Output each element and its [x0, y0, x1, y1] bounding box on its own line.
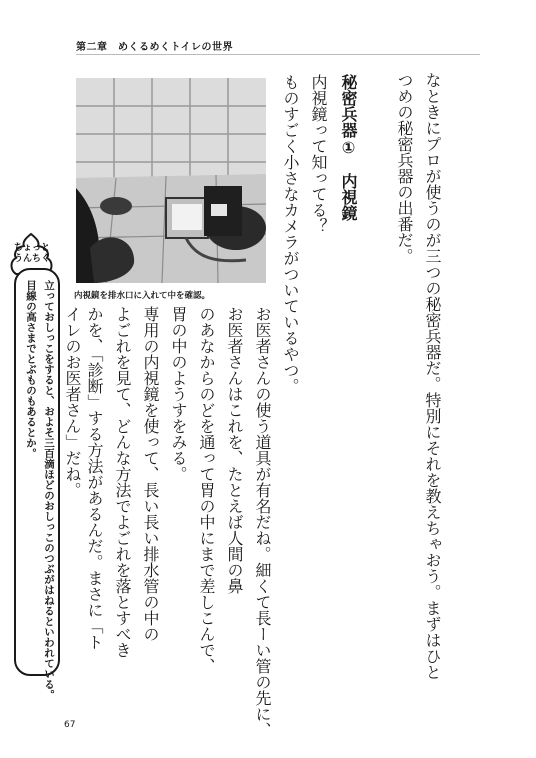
- body-column-2: つめの秘密兵器の出番だ。: [395, 72, 414, 264]
- body-column-5: お医者さんの使う道具が有名だね。細くて長ーい管の先に、: [253, 306, 272, 738]
- badge-line2: うんちく: [13, 254, 50, 264]
- body-column-7: のあなからのどを通って胃の中にまで差しこんで、: [197, 306, 216, 674]
- body-column-3: 内視鏡って知ってる？: [309, 74, 328, 234]
- running-header: [76, 38, 480, 53]
- body-column-6: お医者さんはこれを、たとえば人間の鼻: [225, 306, 244, 594]
- trivia-note-box: [14, 268, 60, 700]
- chottounchiku-badge: [12, 243, 52, 265]
- body-column-11: かを、「診断」する方法があるんだ。まさに「ト: [85, 306, 104, 650]
- badge-line1: ちょっと: [13, 243, 50, 253]
- body-column-12: イレのお医者さん」だね。: [63, 306, 82, 498]
- header-rule: [76, 54, 480, 55]
- body-column-4: ものすごく小さなカメラがついているやつ。: [281, 74, 300, 394]
- section-heading: 秘密兵器① 内視鏡: [339, 74, 358, 221]
- trivia-note-column-2: 目線の高さまでとぶものもあるとか。: [25, 280, 37, 459]
- body-column-9: 専用の内視鏡を使って、長い長い排水管の中の: [141, 306, 160, 642]
- body-column-1: なときにプロが使うのが三つの秘密兵器だ。特別にそれを教えちゃおう。まずはひと: [423, 72, 442, 680]
- trivia-note-column-1: 立っておしっこをすると、およそ三百滴ほどのおしっこのつぶがはねるといわれている。: [43, 280, 55, 700]
- photo-caption: 内視鏡を排水口に入れて中を確認。: [74, 291, 211, 301]
- page-number: 67: [64, 720, 76, 730]
- body-column-10: よごれを見て、どんな方法でよごれを落とすべき: [113, 306, 132, 658]
- chapter-title: 第二章 めくるめくトイレの世界: [76, 42, 233, 53]
- endoscope-photo: [76, 78, 266, 283]
- body-column-8: 胃の中のようすをみる。: [169, 306, 188, 482]
